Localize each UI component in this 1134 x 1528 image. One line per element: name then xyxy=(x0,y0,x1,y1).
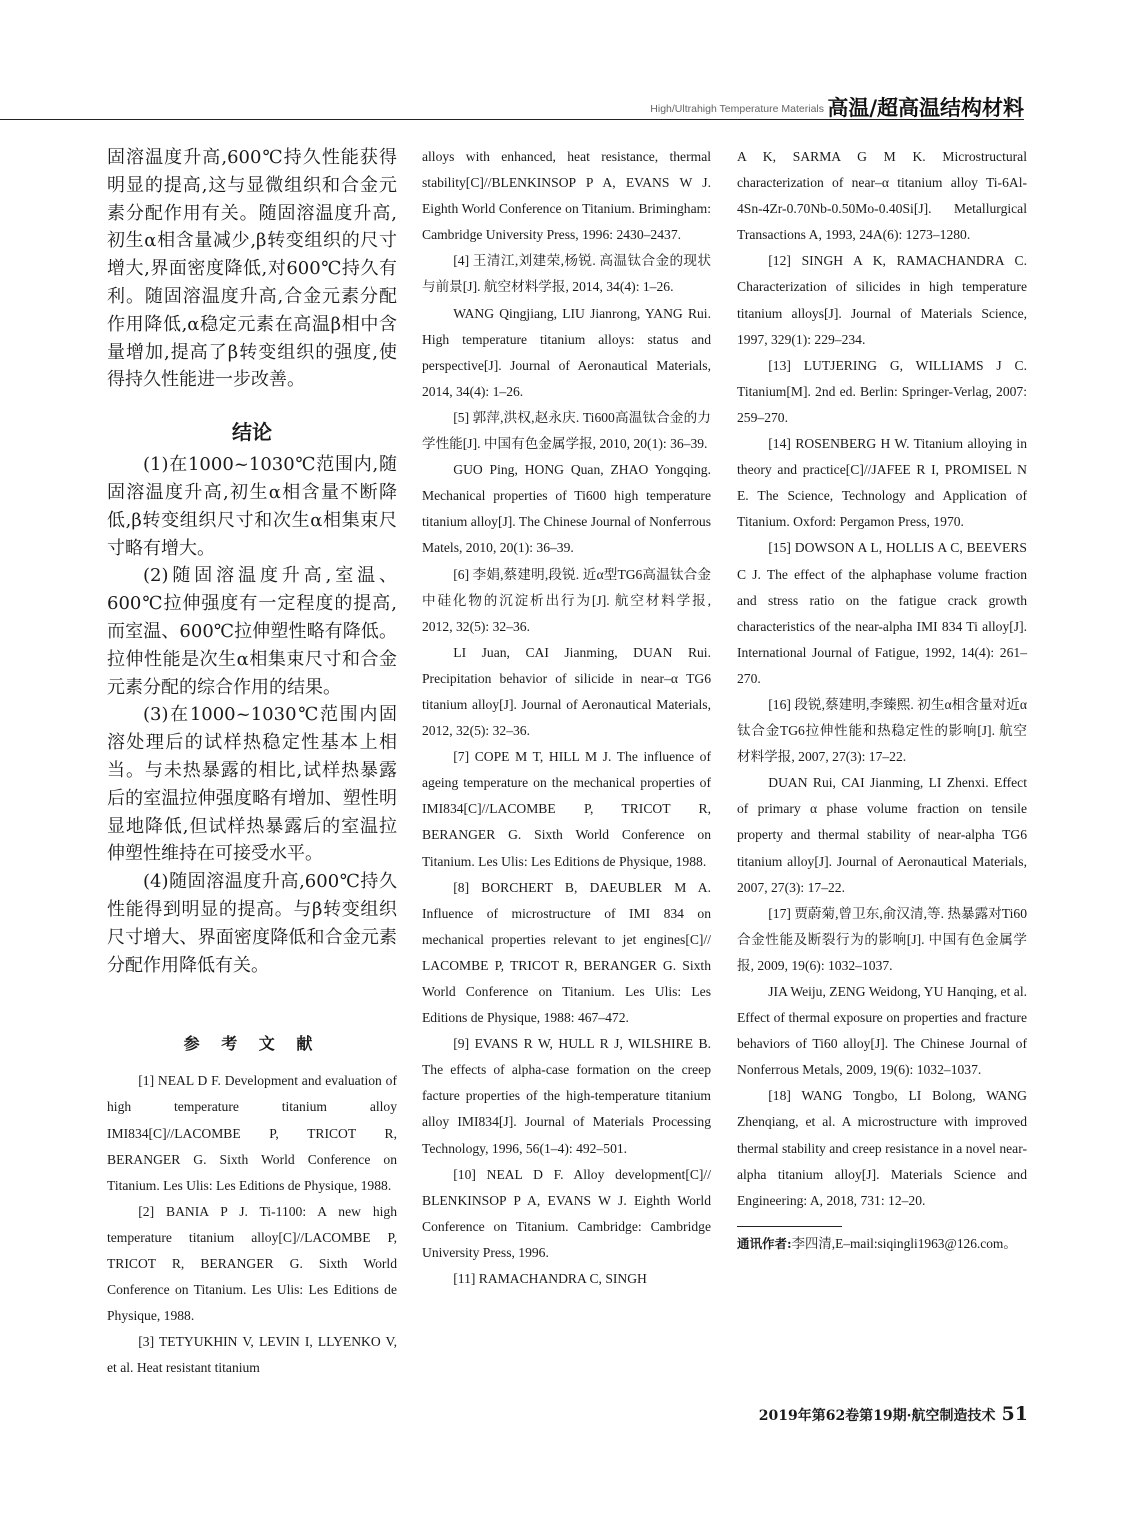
issue-info: 2019年第62卷第19期·航空制造技术 xyxy=(758,1408,996,1424)
reference-entry: WANG Qingjiang, LIU Jianrong, YANG Rui. High temperature titanium alloys: status and perspective[J]. Journal of Aeronautical Materials, 2014, 34(4): 1–26. xyxy=(422,305,711,399)
reference-entry: GUO Ping, HONG Quan, ZHAO Yongqing. Mechanical properties of Ti600 high temperature titanium alloy[J]. The Chinese Journal of Nonferrous Matels, 2010, 20(1): 36–39. xyxy=(422,462,711,556)
reference-entry: [14] ROSENBERG H W. Titanium alloying in theory and practice[C]//JAFEE R I, PROMISEL N E. The Science, Technology and Application of Titanium. Oxford: Pergamon Press, 1970. xyxy=(737,436,1027,530)
footnote-text: 李四清,E–mail:siqingli1963@126.com。 xyxy=(791,1235,1017,1251)
reference-entry: JIA Weiju, ZENG Weidong, YU Hanqing, et al. Effect of thermal exposure on properties and fracture behaviors of Ti60 alloy[J]. The Chinese Journal of Nonferrous Metals, 2009, 19(6): 1032–1037. xyxy=(737,984,1027,1078)
reference-entry: LI Juan, CAI Jianming, DUAN Rui. Precipitation behavior of silicide in near–α TG6 titanium alloy[J]. Journal of Aeronautical Materials, 2012, 32(5): 32–36. xyxy=(422,644,712,739)
reference-entry: [17] 贾蔚菊,曾卫东,俞汉清,等. 热暴露对Ti60合金性能及断裂行为的影响[J]. 中国有色金属学报, 2009, 19(6): 1032–1037. xyxy=(737,905,1027,973)
column-left xyxy=(107,144,397,1381)
reference-entry: [8] BORCHERT B, DAEUBLER M A. Influence of microstructure of IMI 834 on mechanical properties relevant to jet engines[C]// LACOMBE P, TRICOT R, BERANGER G. Sixth World Conference on Titanium. Les Ulis: Les Editions de Physique, 1988: 467–472. xyxy=(422,879,711,1026)
column-right xyxy=(737,144,1027,1257)
section-title-conclusion: 结论 xyxy=(232,420,272,445)
reference-entry: [18] WANG Tongbo, LI Bolong, WANG Zhenqiang, et al. A microstructure with improved thermal stability and creep resistance in a novel near-alpha titanium alloy[J]. Materials Science and Engineering: A, 2018, 731: 12–20. xyxy=(737,1088,1027,1208)
journal-name-cn: 高温/超高温结构材料 xyxy=(827,95,1024,120)
reference-entry: [3] TETYUKHIN V, LEVIN I, LLYENKO V, et al. Heat resistant titanium xyxy=(107,1334,397,1376)
reference-entry: [9] EVANS R W, HULL R J, WILSHIRE B. The effects of alpha-case formation on the creep facture properties of the high-temperature titanium alloy IMI834[J]. Journal of Materials Processing Technology, 1996, 56(1–4): 492–501. xyxy=(422,1036,711,1156)
corresponding-author-note xyxy=(737,1231,1027,1257)
body-paragraph: 固溶温度升高,600℃持久性能获得明显的提高,这与显微组织和合金元素分配作用有关。随固溶温度升高,初生α相含量减少,β转变组织的尺寸增大,界面密度降低,对600℃持久有利。随固溶温度升高,合金元素分配作用降低,α稳定元素在高温β相中含量增加,提高了β转变组织的强度,使得持久性能进一步改善。 xyxy=(107,147,397,391)
reference-entry: [5] 郭萍,洪权,赵永庆. Ti600高温钛合金的力学性能[J]. 中国有色金属学报, 2010, 20(1): 36–39. xyxy=(422,409,711,452)
reference-entry: [15] DOWSON A L, HOLLIS A C, BEEVERS C J. The effect of the alphaphase volume fraction and stress ratio on the fatigue crack growth characteristics of the near-alpha IMI 834 Ti alloy[J]. International Journal of Fatigue, 1992, 14(4): 261–270. xyxy=(737,540,1027,686)
conclusion-item: (1)在1000~1030℃范围内,随固溶温度升高,初生α相含量不断降低,β转变组织尺寸和次生α相集束尺寸略有增大。 xyxy=(107,454,397,559)
reference-entry: [16] 段锐,蔡建明,李臻熙. 初生α相含量对近α钛合金TG6拉伸性能和热稳定性的影响[J]. 航空材料学报, 2007, 27(3): 17–22. xyxy=(737,696,1027,765)
reference-entry: [6] 李娟,蔡建明,段锐. 近α型TG6高温钛合金中硅化物的沉淀析出行为[J]. 航空材料学报, 2012, 32(5): 32–36. xyxy=(422,566,711,634)
page-footer xyxy=(759,1403,1028,1425)
journal-name-en: High/Ultrahigh Temperature Materials xyxy=(650,103,824,115)
reference-entry: [7] COPE M T, HILL M J. The influence of ageing temperature on the mechanical properties of IMI834[C]//LACOMBE P, TRICOT R, BERANGER G. Sixth World Conference on Titanium. Les Ulis: Les Editions de Physique, 1988. xyxy=(422,749,711,869)
footnote-rule xyxy=(737,1226,842,1227)
header-rule xyxy=(0,119,1024,120)
reference-entry: [2] BANIA P J. Ti-1100: A new high temperature titanium alloy[C]//LACOMBE P, TRICOT R, BERANGER G. Sixth World Conference on Titanium. Les Ulis: Les Editions de Physique, 1988. xyxy=(107,1203,397,1324)
reference-entry: [4] 王清江,刘建荣,杨锐. 高温钛合金的现状与前景[J]. 航空材料学报, 2014, 34(4): 1–26. xyxy=(422,253,711,295)
reference-entry: [10] NEAL D F. Alloy development[C]// BLENKINSOP P A, EVANS W J. Eighth World Conference on Titanium. Cambridge: Cambridge University Press, 1996. xyxy=(422,1166,711,1260)
conclusion-item: (3)在1000~1030℃范围内固溶处理后的试样热稳定性基本上相当。与未热暴露的相比,试样热暴露后的室温拉伸强度略有增加、塑性明显地降低,但试样热暴露后的室温拉伸塑性维持在可接受水平。 xyxy=(107,704,397,865)
reference-entry: DUAN Rui, CAI Jianming, LI Zhenxi. Effect of primary α phase volume fraction on tensile property and thermal stability of near-alpha TG6 titanium alloy[J]. Journal of Aeronautical Materials, 2007, 27(3): 17–22. xyxy=(737,775,1027,895)
column-middle xyxy=(422,144,711,1292)
reference-entry: [11] RAMACHANDRA C, SINGH xyxy=(453,1271,647,1287)
reference-entry: [13] LUTJERING G, WILLIAMS J C. Titanium[M]. 2nd ed. Berlin: Springer-Verlag, 2007: 259–270. xyxy=(737,357,1027,425)
reference-entry: [1] NEAL D F. Development and evaluation of high temperature titanium alloy IMI834[C]//LACOMBE P, TRICOT R, BERANGER G. Sixth World Conference on Titanium. Les Ulis: Les Editions de Physique, 1988. xyxy=(107,1073,397,1193)
conclusion-item: (4)随固溶温度升高,600℃持久性能得到明显的提高。与β转变组织尺寸增大、界面密度降低和合金元素分配作用降低有关。 xyxy=(107,871,397,976)
page-number: 51 xyxy=(1001,1403,1028,1425)
reference-continued: alloys with enhanced, heat resistance, thermal stability[C]//BLENKINSOP P A, EVANS W J. Eighth World Conference on Titanium. Brimingham: Cambridge University Press, 1996: 2430–2437. xyxy=(422,149,711,243)
conclusion-item: (2)随固溶温度升高,室温、600℃拉伸强度有一定程度的提高,而室温、600℃拉伸塑性略有降低。拉伸性能是次生α相集束尺寸和合金元素分配的综合作用的结果。 xyxy=(107,565,397,698)
reference-continued: A K, SARMA G M K. Microstructural characterization of near–α titanium alloy Ti-6Al-4Sn-4Zr-0.70Nb-0.50Mo-0.40Si[J]. Metallurgical Transactions A, 1993, 24A(6): 1273–1280. xyxy=(737,149,1027,243)
footnote-label: 通讯作者: xyxy=(737,1235,792,1251)
references-title: 参 考 文 献 xyxy=(183,1034,321,1054)
reference-entry: [12] SINGH A K, RAMACHANDRA C. Characterization of silicides in high temperature titanium alloys[J]. Journal of Materials Science, 1997, 329(1): 229–234. xyxy=(737,253,1027,347)
